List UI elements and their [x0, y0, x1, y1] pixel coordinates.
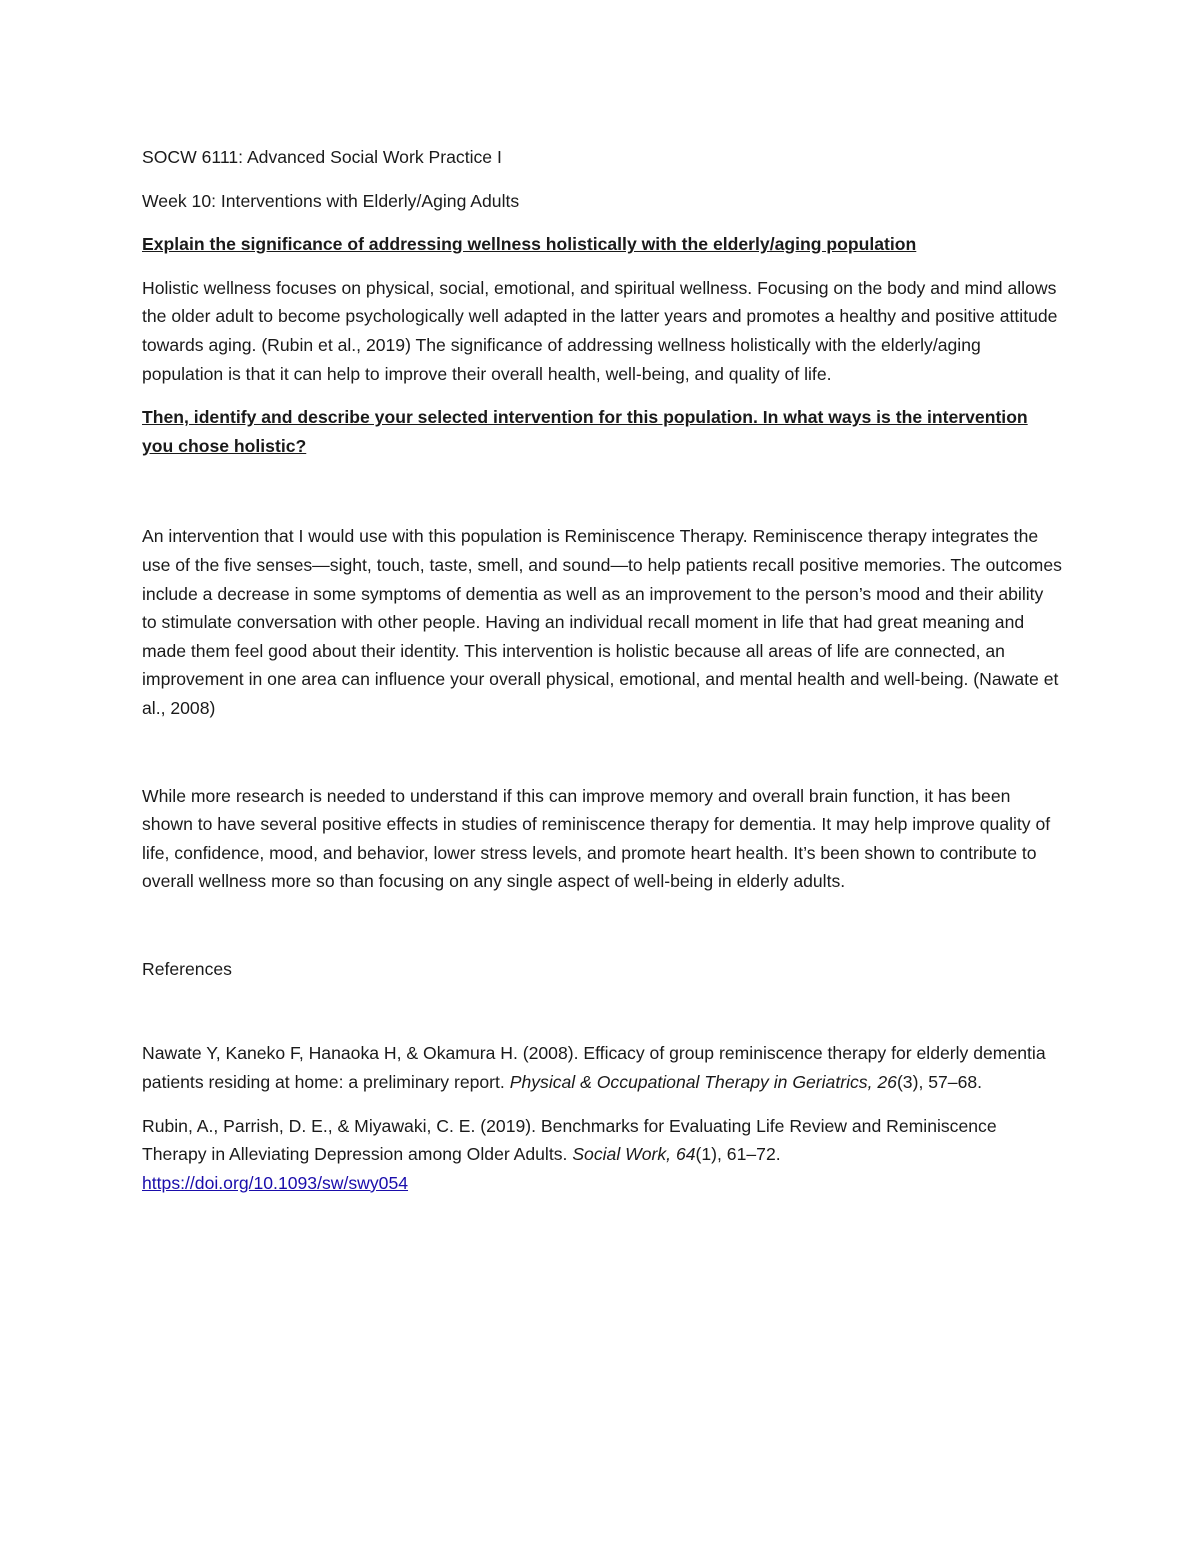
reference-journal: Social Work, — [572, 1144, 672, 1165]
week-title: Week 10: Interventions with Elderly/Aging Adults — [142, 190, 520, 211]
spacer — [142, 475, 1062, 522]
reference-pages: (3), 57–68. — [896, 1072, 983, 1093]
spacer — [142, 983, 1062, 1039]
section-heading-significance: Explain the significance of addressing wellness holistically with the elderly/aging population — [142, 234, 917, 255]
reference-text: Nawate Y, Kaneko F, Hanaoka H, & Okamura H. (2008). Efficacy of group reminiscence therapy for elderly dementia patients residing at home: a preliminary report. — [142, 1043, 1046, 1093]
references-title: References — [142, 958, 232, 979]
spacer — [142, 911, 1062, 955]
section-heading-intervention: Then, identify and describe your selected intervention for this population. In what ways is the intervention you chose holistic? — [142, 407, 1028, 456]
reference-entry-rubin — [142, 1112, 1062, 1198]
reference-text: Rubin, A., Parrish, D. E., & Miyawaki, C. E. (2019). Benchmarks for Evaluating Life Review and Reminiscence Therapy in Alleviating Depression among Older Adults. — [142, 1115, 997, 1165]
reference-volume: 64 — [675, 1144, 696, 1165]
course-title: SOCW 6111: Advanced Social Work Practice I — [142, 147, 502, 167]
paragraph-reminiscence-therapy: An intervention that I would use with this population is Reminiscence Therapy. Reminiscence therapy integrates the use of the five senses—sight, touch, taste, smell, and sound—to help patients recall positive memories. The outcomes include a decrease in some symptoms of dementia as well as an improvement to the person’s mood and their ability to stimulate conversation with other people. Having an individual recall moment in life that had great meaning and made them feel good about their identity. This intervention is holistic because all areas of life are connected, an improvement in one area can influence your overall physical, emotional, and mental health and well-being. (Nawate et al., 2008) — [142, 526, 1062, 718]
document-body — [142, 143, 1062, 1212]
reference-volume: 26 — [877, 1072, 897, 1093]
reference-doi-link[interactable]: https://doi.org/10.1093/sw/swy054 — [142, 1172, 409, 1193]
reference-journal: Physical & Occupational Therapy in Geriatrics, — [509, 1072, 873, 1093]
reference-entry-nawate — [142, 1039, 1062, 1096]
paragraph-research-effects: While more research is needed to understand if this can improve memory and overall brain function, it has been shown to have several positive effects in studies of reminiscence therapy for dementia. It may help improve quality of life, confidence, mood, and behavior, lower stress levels, and promote heart health. It’s been shown to contribute to overall wellness more so than focusing on any single aspect of well-being in elderly adults. — [142, 785, 1051, 892]
reference-pages: (1), 61–72. — [695, 1144, 781, 1165]
paragraph-holistic-wellness: Holistic wellness focuses on physical, social, emotional, and spiritual wellness. Focusing on the body and mind allows the older adult to become psychologically well adapted in the latter years and promotes a healthy and positive attitude towards aging. (Rubin et al., 2019) The significance of addressing wellness holistically with the elderly/aging population is that it can help to improve their overall health, well-being, and quality of life. — [142, 277, 1058, 384]
spacer — [142, 738, 1062, 782]
